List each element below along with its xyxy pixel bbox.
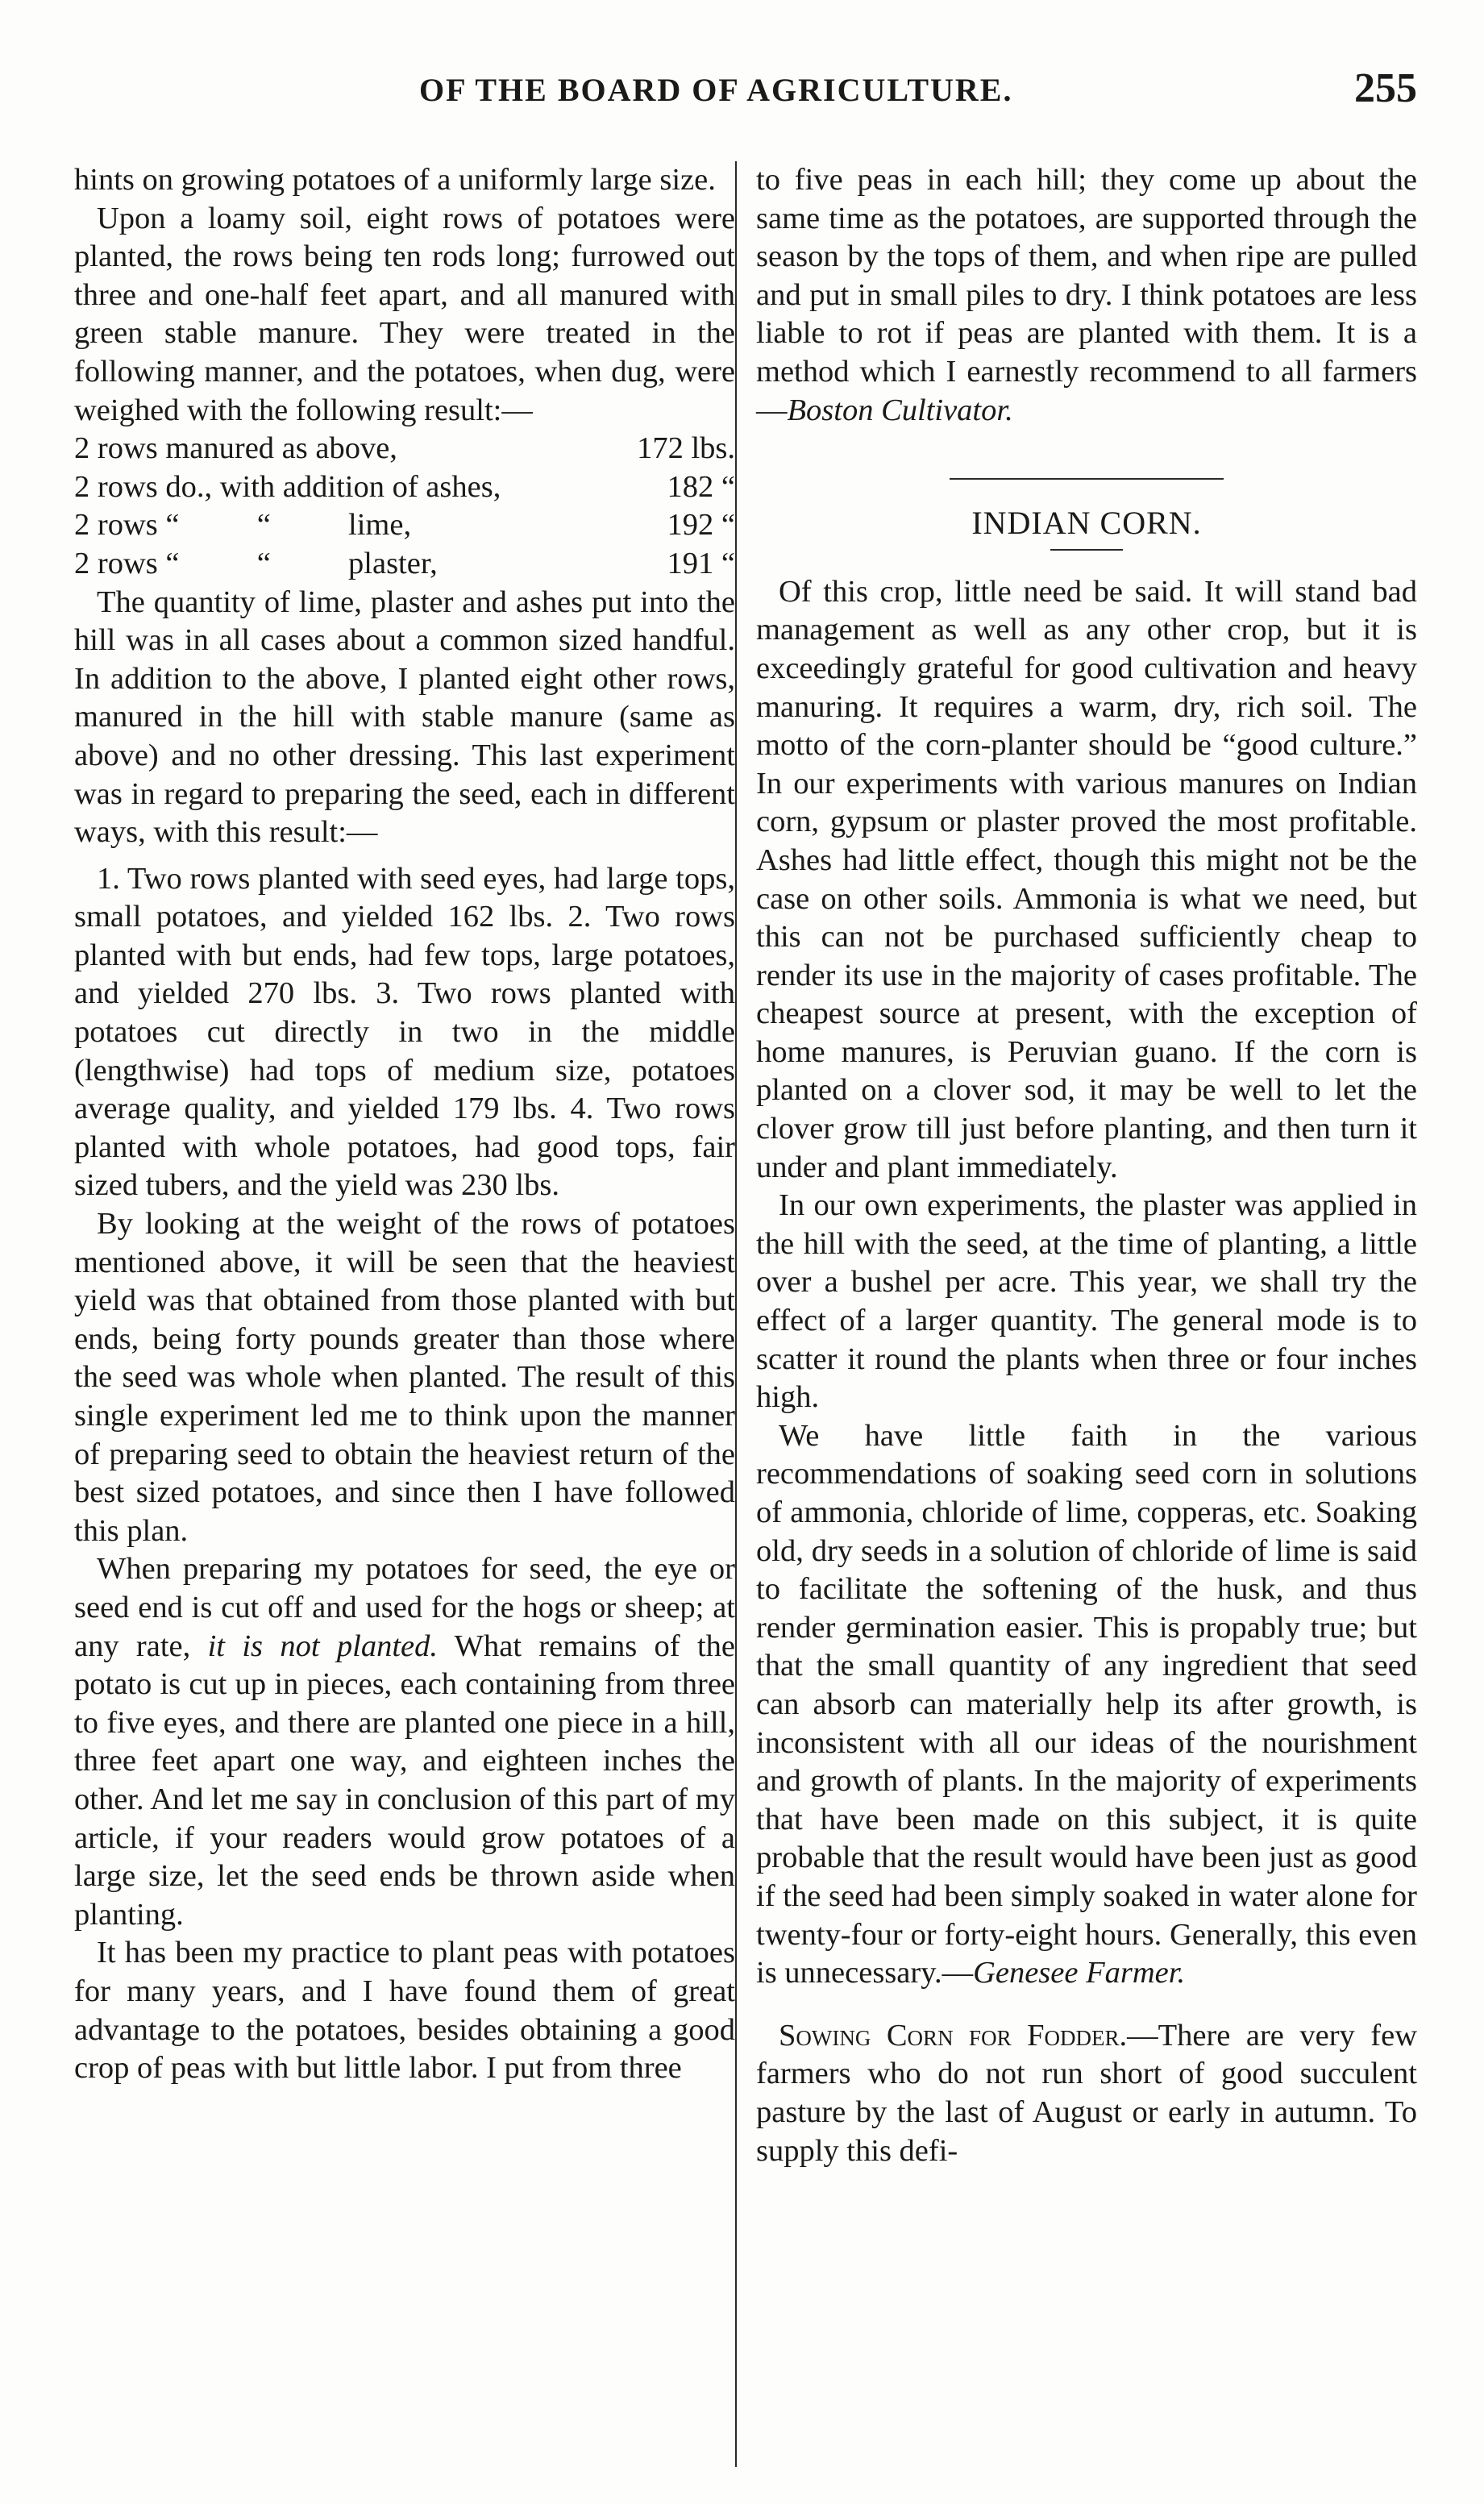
section-separator <box>950 478 1224 480</box>
result-row <box>74 430 735 468</box>
result-value: 182 “ <box>667 469 735 504</box>
result-label: 2 rows do., with addition of ashes, <box>74 469 501 504</box>
italic-text: it is not planted. <box>207 1628 438 1663</box>
column-divider <box>735 161 737 2467</box>
result-value: 191 “ <box>667 546 735 580</box>
result-value: 172 lbs. <box>637 431 735 466</box>
text-run: —There are very few farmers who do not run short of good succulent pasture by the last of August or early in autumn. To supply this defi- <box>756 2018 1417 2168</box>
paragraph: Upon a loamy soil, eight rows of potatoes were planted, the rows being ten rods long; furrowed out three and one-half feet apart, and all manured with green stable manure. They were treated in the following manner, and the potatoes, when dug, were weighed with the following result:— <box>74 201 735 427</box>
text-run: What remains of the potato is cut up in pieces, each containing from three to five eyes, and there are planted one piece in a hill, three feet apart one way, and eighteen inches the other. And let me say in conclusion of this part of my article, if your readers would grow potatoes of a large size, let the seed ends be thrown aside when planting. <box>74 1628 736 1932</box>
section-heading: INDIAN CORN. <box>971 505 1202 542</box>
paragraph <box>756 161 1417 430</box>
source-citation: Genesee Farmer. <box>973 1956 1186 1990</box>
right-column <box>756 161 1417 2170</box>
result-label: 2 rows “ “ plaster, <box>74 546 438 580</box>
paragraph <box>756 2017 1417 2170</box>
paragraph: The quantity of lime, plaster and ashes put into the hill was in all cases about a common sized handful. In addition to the above, I planted eight other rows, manured in the hill with stable manure (same as above) and no other dressing. This last experiment was in regard to preparing the seed, each in different ways, with this result:— <box>74 584 735 850</box>
running-title: OF THE BOARD OF AGRICULTURE. <box>419 72 1013 108</box>
result-value: 192 “ <box>667 508 735 543</box>
result-row <box>74 468 735 507</box>
paragraph <box>74 1550 735 1934</box>
result-row <box>74 545 735 584</box>
result-label: 2 rows “ “ lime, <box>74 508 412 543</box>
paragraph: Of this crop, little need be said. It will stand bad management as well as any other crop, but it is exceedingly grateful for good cultivation and heavy manuring. It requires a warm, dry, rich soil. The motto of the corn-planter should be “good culture.” In our experiments with various manures on Indian corn, gypsum or plaster proved the most profitable. Ashes had little effect, though this might not be the case on other soils. Ammonia is what we need, but this can not be purchased sufficiently cheap to render its use in the majority of cases profitable. The cheapest source at present, with the exception of home manures, is Peruvian guano. If the corn is planted on a clover sod, it may be well to let the clover grow till just before planting, and then turn it under and plant immediately. <box>756 574 1417 1184</box>
paragraph: In our own experiments, the plaster was applied in the hill with the seed, at the time of planting, a little over a bushel per acre. This year, we shall try the effect of a larger quantity. The general mode is to scatter it round the plants when three or four inches high. <box>756 1188 1417 1415</box>
paragraph: By looking at the weight of the rows of potatoes mentioned above, it will be seen that the heaviest yield was that obtained from those planted with but ends, being forty pounds greater than those where the seed was whole when planted. The result of this single experiment led me to think upon the manner of preparing seed to obtain the heaviest return of the best sized potatoes, and since then I have followed this plan. <box>74 1207 735 1548</box>
text-run: When preparing my potatoes for seed, the eye or seed end is cut off and used for the hogs or sheep; at any rate, <box>74 1552 735 1663</box>
heading-rule <box>1050 549 1123 551</box>
page-number: 255 <box>1354 65 1417 111</box>
source-citation: Boston Cultivator. <box>787 393 1013 427</box>
result-row <box>74 506 735 545</box>
left-column <box>74 161 735 2088</box>
text-run: We have little faith in the various recommendations of soaking seed corn in solutions of ammonia, chloride of lime, copperas, etc. Soaking old, dry seeds in a solution of chloride of lime is said to facilitate the softening of the husk, and thus render germination easier. This is propably true; but that the small quantity of any ingredient that seed can absorb can materially help its after growth, is inconsistent with all our ideas of the nourishment and growth of plants. In the majority of experiments that have been made on this subject, it is quite probable that the result would have been just as good if the seed had been simply soaked in water alone for twenty-four or forty-eight hours. Generally, this even is unnecessary.— <box>756 1418 1417 1990</box>
text-run: to five peas in each hill; they come up about the same time as the potatoes, are supported through the season by the tops of them, and when ripe are pulled and put in small piles to dry. I think potatoes are less liable to rot if peas are planted with them. It is a method which I earnestly recommend to all farmers— <box>756 163 1417 427</box>
paragraph: 1. Two rows planted with seed eyes, had large tops, small potatoes, and yielded 162 lbs. 2. Two rows planted with but ends, had few tops, large potatoes, and yielded 270 lbs. 3. Two rows planted with potatoes cut directly in two in the middle (lengthwise) had tops of medium size, potatoes average quality, and yielded 179 lbs. 4. Two rows planted with whole potatoes, had good tops, fair sized tubers, and the yield was 230 lbs. <box>74 861 735 1203</box>
paragraph: It has been my practice to plant peas with potatoes for many years, and I have found them of great advantage to the potatoes, besides obtaining a good crop of peas with but little labor. I put from three <box>74 1936 735 2086</box>
paragraph-lead: Sowing Corn for Fodder. <box>779 2018 1128 2053</box>
running-head <box>0 65 1484 119</box>
paragraph <box>756 1417 1417 1993</box>
paragraph: hints on growing potatoes of a uniformly large size. <box>74 163 716 197</box>
result-label: 2 rows manured as above, <box>74 431 397 466</box>
